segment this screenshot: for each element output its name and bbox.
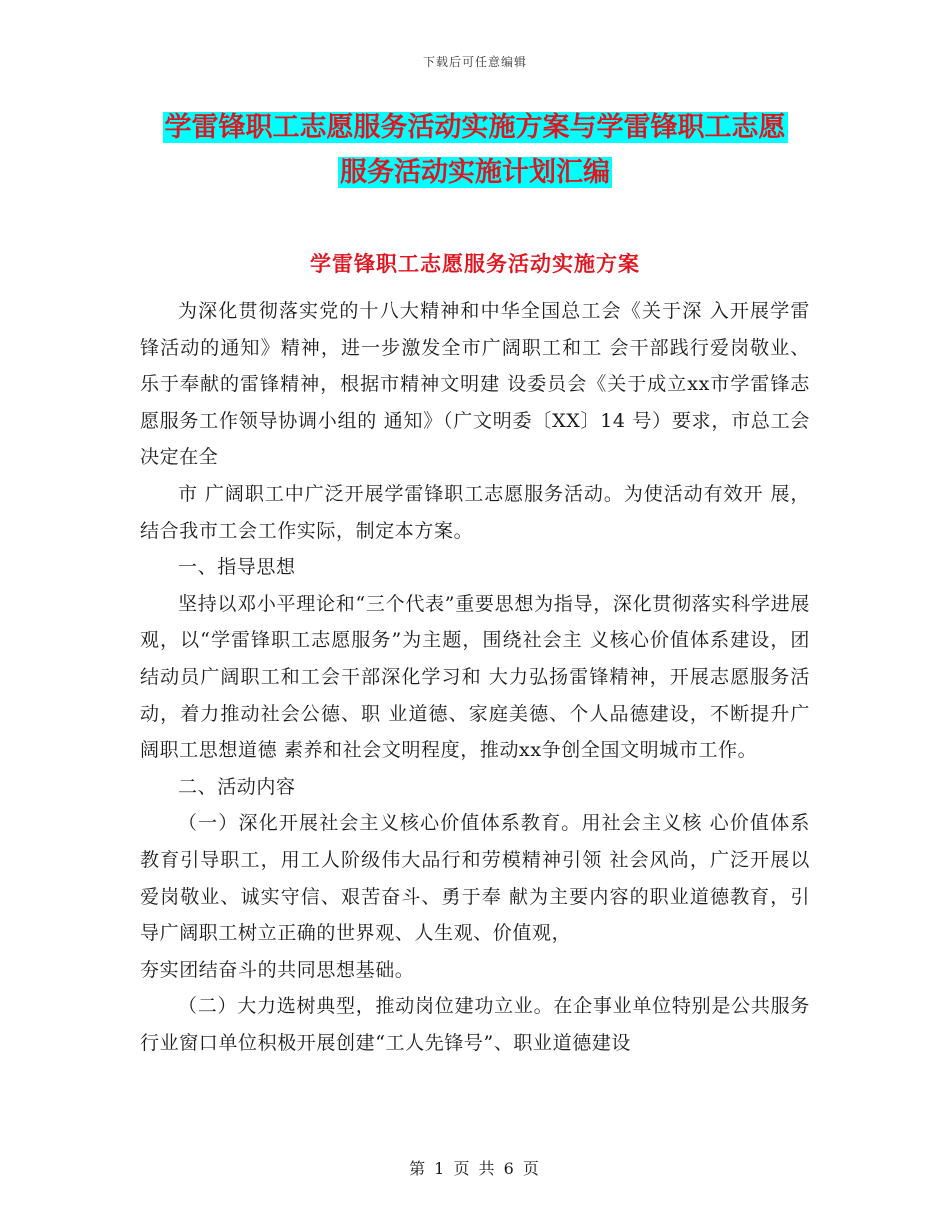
section-title: 学雷锋职工志愿服务活动实施方案 — [310, 251, 640, 276]
document-title-text-2: 服务活动实施计划汇编 — [340, 157, 610, 188]
document-title-line-1 — [0, 110, 950, 146]
document-title-line-2 — [0, 155, 950, 191]
paragraph-activity-1: （一）深化开展社会主义核心价值体系教育。用社会主义核 心价值体系教育引导职工，用工人阶级伟大品行和劳模精神引领 社会风尚，广泛开展以爱岗敬业、诚实守信、艰苦奋斗、勇于奉 献为主要内容的职业道德教育，引导广阔职工树立正确的世界观、人生观、价值观， — [140, 812, 810, 945]
paragraph-activity-1-end: 夯实团结奋斗的共同思想基础。 — [140, 958, 415, 981]
paragraph-guiding-ideology: 坚持以邓小平理论和“三个代表”重要思想为指导，深化贯彻落实科学进展观，以“学雷锋职工志愿服务”为主题，围绕社会主 义核心价值体系建设，团结动员广阔职工和工会干部深化学习和 大力弘扬雷锋精神，开展志愿服务活动，着力推动社会公德、职 业道德、家庭美德、个人品德建设，不断提升广阔职工思想道德 素养和社会文明程度，推动xx争创全国文明城市工作。 — [140, 592, 810, 762]
paragraph-intro: 为深化贯彻落实党的十八大精神和中华全国总工会《关于深 入开展学雷锋活动的通知》精神，进一步激发全市广阔职工和工 会干部践行爱岗敬业、乐于奉献的雷锋精神，根据市精神文明建 设委员会《关于成立xx市学雷锋志愿服务工作领导协调小组的 通知》（广文明委〔XX〕14 号）要求，市总工会决定在全 — [140, 300, 810, 469]
page-footer: 第 1 页 共 6 页 — [409, 1159, 541, 1178]
heading-guiding-ideology: 一、指导思想 — [178, 556, 296, 579]
document-body — [140, 293, 810, 1061]
header-note: 下载后可任意编辑 — [422, 55, 527, 69]
heading-activity-content: 二、活动内容 — [178, 775, 296, 798]
document-title-text-1: 学雷锋职工志愿服务活动实施方案与学雷锋职工志愿 — [164, 112, 786, 143]
paragraph-activity-2: （二）大力选树典型，推动岗位建功立业。在企事业单位特别是公共服务行业窗口单位积极开展创建“工人先锋号”、职业道德建设 — [140, 995, 810, 1054]
paragraph-intro-continued: 市 广阔职工中广泛开展学雷锋职工志愿服务活动。为使活动有效开 展，结合我市工会工作实际，制定本方案。 — [140, 482, 810, 542]
